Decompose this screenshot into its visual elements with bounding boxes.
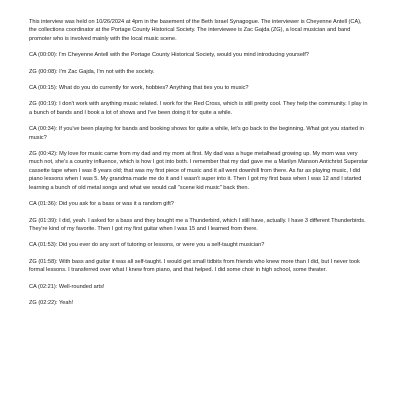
transcript-line: ZG (00:42): My love for music came from my dad and my mom at first. My dad was a huge metalhead growing up. My mom was very much not, she's a country influence, which is how I got into both. I remember that my dad gave me a Marilyn Manson Antichrist Superstar cassette tape when I was 8 years old; that was my first piece of music and it all went downhill from there. As far as playing music, I did piano lessons when I was 5. My grandma made me do it and I wasn't super into it. Then I got my first bass when I was 12 and I started learning a bunch of old metal songs and what we would call "scene kid music" back then. xyxy=(29,151,369,191)
transcript-line: CA (02:21): Well-rounded arts! xyxy=(29,283,105,290)
transcript-line: CA (00:34): If you've been playing for bands and booking shows for quite a while, let's go back to the beginning. What got you started in music? xyxy=(29,126,364,141)
transcript-line: ZG (01:58): With bass and guitar it was all self-taught. I would get small tidbits from friends who knew more than I did, but I never took formal lessons. I transferred over what I knew from piano, and that helped. I did some choir in high school, some theater. xyxy=(29,258,360,274)
transcript-line: ZG (00:08): I'm Zac Gajda, I'm not with the society. xyxy=(29,68,155,75)
transcript-line: ZG (00:19): I don't work with anything music related. I work for the Red Cross, which is still pretty cool. They help the community. I play in a bunch of bands and I book a lot of shows and I've been doing it for quite a while. xyxy=(29,101,368,116)
transcript-line: ZG (02:22): Yeah! xyxy=(29,299,74,306)
transcript-line: CA (00:00): I'm Cheyenne Antell with the Portage County Historical Society, would you mind introducing yourself? xyxy=(29,52,309,59)
transcript-line: CA (00:15): What do you do currently for work, hobbies? Anything that ties you to music? xyxy=(29,85,249,92)
intro-paragraph: This interview was held on 10/26/2024 at 4pm in the basement of the Beth Israel Synagogue. The interviewer is Cheyenne Antell (CA), the collections coordinator at the Portage County Historical Society. The interviewee is Zac Gajda (ZG), a local musician and band promoter who is involved mainly with the local music scene. xyxy=(29,19,362,42)
transcript-line: CA (01:36): Did you ask for a bass or was it a random gift? xyxy=(29,201,174,208)
transcript-line: CA (01:53): Did you ever do any sort of tutoring or lessons, or were you a self-taught musician? xyxy=(29,242,265,249)
transcript-line: ZG (01:39): I did, yeah. I asked for a bass and they bought me a Thunderbird, which I still have, actually. I have 3 different Thunderbirds. They're kind of my favorite. Then I got my first guitar when I was 15 and I learned from there. xyxy=(29,217,366,232)
